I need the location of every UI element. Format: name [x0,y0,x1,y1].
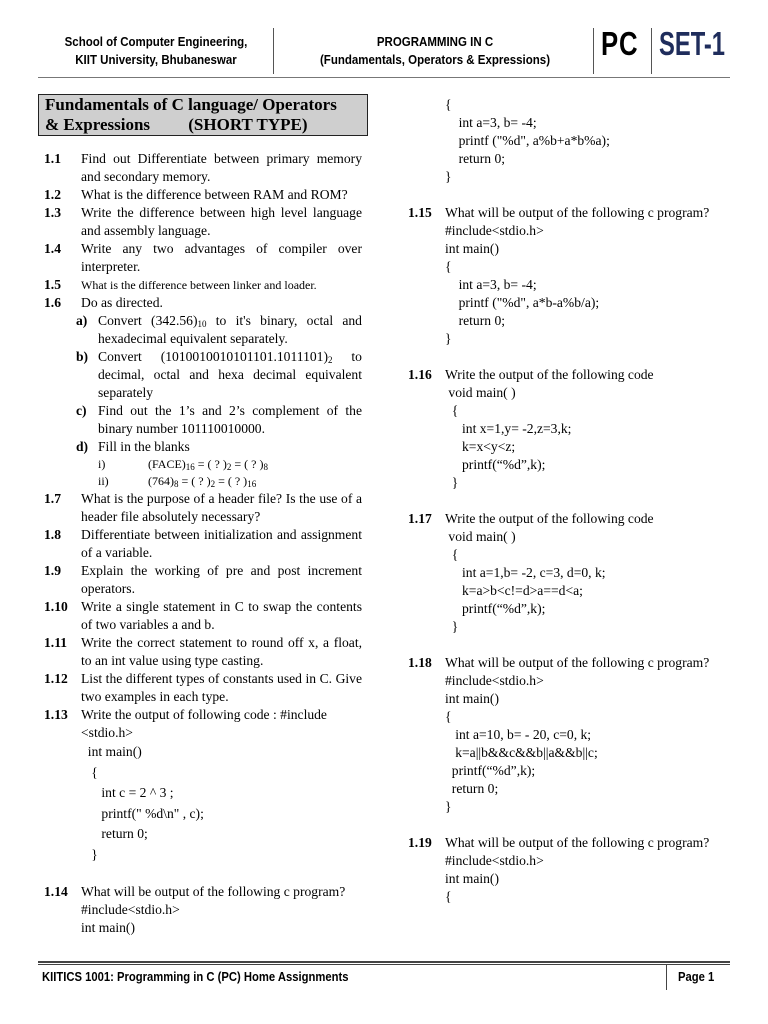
question [44,526,362,562]
sub-question [44,348,362,402]
code-block: void main( ) { int a=1,b= -2, c=3, d=0, k; k=a>b<c!=d>a==d<a; printf(“%d”,k); } [448,529,606,634]
footer-rule [38,961,730,963]
question-number: 1.7 [44,491,61,506]
question-number: 1.11 [44,635,68,650]
question [44,670,362,706]
blank-row [44,456,362,473]
spacer [408,636,726,654]
sub-question-text: Fill in the blanks [98,439,190,454]
question-number: 1.16 [408,367,432,382]
section-title-line1: Fundamentals of C language/ Operators [45,95,337,114]
question-number: 1.1 [44,151,61,166]
subscript: 2 [226,462,232,472]
subscript: 8 [174,479,179,489]
sub-question-text: to decimal, octal and hexa decimal equivalent separately [98,349,362,400]
left-column [44,150,362,937]
header-rule [38,77,730,78]
right-column [408,96,726,906]
spacer [44,865,362,883]
question-number: 1.10 [44,599,68,614]
footer-divider [666,964,667,990]
question-text: Do as directed. [81,295,163,310]
page-number: Page 1 [678,970,715,984]
question [44,598,362,634]
code-block: #include<stdio.h> int main() [81,902,180,935]
subscript: 2 [210,479,216,489]
question-number: 1.2 [44,187,61,202]
subscript: 8 [263,462,268,472]
question-text: Explain the working of pre and post increment operators. [81,563,362,596]
question-number: 1.3 [44,205,61,220]
question-text: Write any two advantages of compiler over interpreter. [81,241,362,274]
header-institution [49,33,262,69]
question-number: 1.4 [44,241,61,256]
question-number: 1.5 [44,277,61,292]
sub-question [44,312,362,348]
blank-row-label: ii) [98,474,109,488]
code-block: int main() { int c = 2 ^ 3 ; printf(" %d\n" , c); return 0; } [87,744,204,862]
question-text: Write a single statement in C to swap the contents of two variables a and b. [81,599,362,632]
blank-text: (FACE) [148,457,186,471]
question [44,490,362,526]
question-text: Write the difference between high level language and assembly language. [81,205,362,238]
spacer [408,816,726,834]
blank-text: (764) [148,474,174,488]
code-block: #include<stdio.h> int main() { int a=10, b= - 20, c=0, k; k=a||b&&c&&b||a&&b||c; printf(“%d”,k); return 0; } [445,673,598,814]
blank-text: = ( ? ) [178,474,211,488]
code-block: #include<stdio.h> int main() { int a=3, b= -4; printf ("%d", a*b-a%b/a); return 0; } [445,223,600,346]
question-text: What is the difference between linker and loader. [81,278,317,292]
question-text: What is the purpose of a header file? Is the use of a header file absolutely necessary? [81,491,362,524]
question [408,366,726,384]
code-block: void main( ) { int x=1,y= -2,z=3,k; k=x<y<z; printf(“%d”,k); } [448,385,572,490]
header-divider [651,28,652,74]
question [408,834,726,852]
question [44,634,362,670]
question [44,204,362,240]
question [408,654,726,672]
blank-text: = ( ? ) [194,457,227,471]
question [44,186,362,204]
question-number: 1.9 [44,563,61,578]
sub-question-text: Convert (342.56) [98,313,198,328]
subscript: 2 [327,355,333,365]
header-course-subtitle: (Fundamentals, Operators & Expressions) [319,53,551,67]
badge-set: SET-1 [659,25,726,62]
question-text: What will be output of the following c program? [445,655,710,670]
sub-question [44,438,362,456]
subscript: 10 [197,319,207,329]
sub-question-text: Find out the 1’s and 2’s complement of the binary number 101110010000. [98,403,362,436]
question-number: 1.19 [408,835,432,850]
spacer [408,492,726,510]
question-number: 1.12 [44,671,68,686]
header-divider [593,28,594,74]
sub-question-label: b) [76,349,89,364]
question [408,510,726,528]
sub-question-text: to it's binary, octal and hexadecimal equivalent separately. [98,313,362,346]
question [44,150,362,186]
spacer [408,348,726,366]
footer-course: KIITICS 1001: Programming in C (PC) Home Assignments [42,970,349,984]
sub-question-label: c) [76,403,87,418]
section-title-line2: & Expressions (SHORT TYPE) [45,115,308,134]
blank-text: = ( ? ) [231,457,264,471]
code-block: #include<stdio.h> int main() { [445,853,544,904]
question-text: What will be output of the following c program? [81,884,346,899]
question-number: 1.17 [408,511,432,526]
question-text: What will be output of the following c program? [445,835,710,850]
header-university: KIIT University, Bhubaneswar [75,53,237,67]
question [44,706,362,742]
sub-question [44,402,362,438]
spacer [408,186,726,204]
question-number: 1.6 [44,295,61,310]
question-text: Write the correct statement to round off x, a float, to an int value using type casting. [81,635,362,668]
question-text: Write the output of the following code [445,367,654,382]
footer-rule [38,964,730,965]
code-block: { int a=3, b= -4; printf ("%d", a%b+a*b%a); return 0; } [445,97,610,184]
header-school: School of Computer Engineering, [64,35,248,49]
question-text: Write the output of the following code [445,511,654,526]
question-text: What is the difference between RAM and ROM? [81,187,348,202]
question-text: List the different types of constants used in C. Give two examples in each type. [81,671,362,704]
badge-pc: PC [601,25,639,62]
blank-row [44,473,362,490]
question-text: Find out Differentiate between primary memory and secondary memory. [81,151,362,184]
question-text: What will be output of the following c program? [445,205,710,220]
question-number: 1.13 [44,707,68,722]
question-number: 1.15 [408,205,432,220]
question-number: 1.8 [44,527,61,542]
question [44,562,362,598]
subscript: 16 [247,479,257,489]
question-number: 1.18 [408,655,432,670]
question [44,883,362,901]
sub-question-label: d) [76,439,89,454]
blank-text: = ( ? ) [215,474,248,488]
question-number: 1.14 [44,884,68,899]
question-text: Write the output of following code : #include <stdio.h> [81,707,327,740]
question-text: Differentiate between initialization and assignment of a variable. [81,527,362,560]
header-divider [273,28,274,74]
section-title [38,94,368,136]
subscript: 16 [185,462,195,472]
question [408,204,726,222]
sub-question-label: a) [76,313,88,328]
blank-row-label: i) [98,457,106,471]
question [44,240,362,276]
sub-question-text: Convert (1010010010101101.1011101) [98,349,328,364]
header-course-title: PROGRAMMING IN C [376,35,494,49]
header-course [291,33,580,69]
question [44,294,362,312]
question [44,276,362,294]
